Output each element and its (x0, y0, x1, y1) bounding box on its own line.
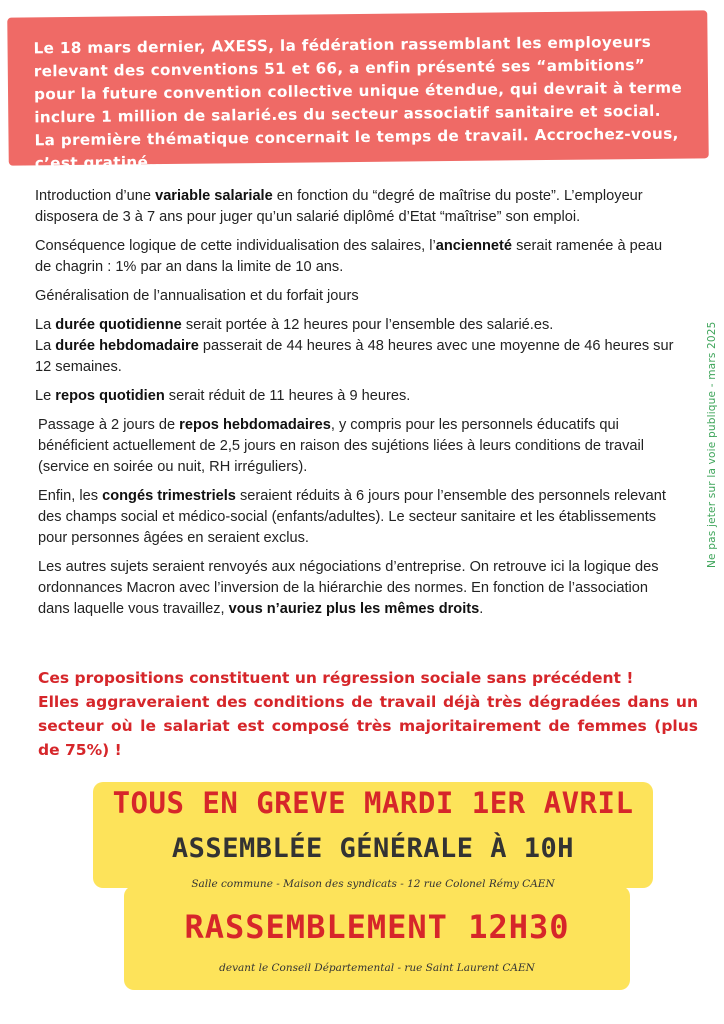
text: Le (35, 388, 56, 404)
text: Passage à 2 jours de (38, 417, 180, 433)
strike-heading: TOUS EN GREVE MARDI 1ER AVRIL (112, 786, 634, 820)
intro-text: Le 18 mars dernier, AXESS, la fédération rassemblant les employeurs relevant des conventions 51 et 66, a enfin présenté ses “ambitions” pour la future convention collective unique étendue, qui devrait à terme inclure 1 million de salarié.es du secteur associatif sanitaire et social. La première thématique concernait le temps de travail. Accrochez-vous, c’est gratiné... (33, 32, 683, 173)
paragraph-duree (35, 315, 680, 378)
intro-banner (7, 10, 709, 173)
alert-line-1: Ces propositions constituent un régression sociale sans précédent ! (38, 669, 634, 687)
rally-heading: RASSEMBLEMENT 12H30 (184, 908, 570, 946)
paragraph-repos-hebdo (35, 415, 680, 478)
text: La (35, 317, 56, 333)
text: serait ramenée à peau de chagrin : 1% par an dans la limite de 10 ans. (35, 238, 663, 275)
text: serait réduit de 11 heures à 9 heures. (164, 388, 411, 404)
keyword: repos hebdomadaires (179, 417, 331, 433)
assembly-heading: ASSEMBLÉE GÉNÉRALE À 10H (171, 833, 575, 864)
rally-place: devant le Conseil Départemental - rue Saint Laurent CAEN (219, 962, 535, 974)
keyword: variable salariale (155, 188, 273, 204)
text: en fonction du “degré de maîtrise du poste”. L’employeur disposera de 3 à 7 ans pour juger qu’un salarié diplômé d’Etat “maîtrise” son emploi. (35, 188, 643, 225)
text: La (35, 338, 56, 354)
side-note: Ne pas jeter sur la voie publique - mars 2025 (706, 321, 718, 568)
paragraph-anciennete (35, 236, 680, 278)
text: Enfin, les (38, 488, 103, 504)
text: , y compris pour les personnels éducatifs qui bénéficient actuellement de 2,5 jours en raison des sujétions liées à leurs conditions de travail (service en soirée ou nuit, RH irréguliers). (38, 417, 644, 475)
text: serait portée à 12 heures pour l’ensemble des salarié.es. (181, 317, 554, 333)
assembly-place: Salle commune - Maison des syndicats - 12 rue Colonel Rémy CAEN (191, 878, 555, 890)
text: Les autres sujets seraient renvoyés aux négociations d’entreprise. On retrouve ici la logique des ordonnances Macron avec l’inversion de la hiérarchie des normes. En fonction de l’association dans laquelle vous travaillez, (38, 559, 659, 617)
keyword: congés trimestriels (102, 488, 236, 504)
keyword: durée quotidienne (55, 317, 182, 333)
paragraph-annualisation (35, 286, 680, 307)
paragraph-repos-quotidien (35, 386, 680, 407)
paragraph-conges (35, 486, 680, 549)
keyword: durée hebdomadaire (55, 338, 199, 354)
text: seraient réduits à 6 jours pour l’ensemble des personnels relevant des champs social et médico-social (enfants/adultes). Le secteur sanitaire et les établissements pour personnes âgées en seraient exclus. (38, 488, 666, 546)
article-body (35, 186, 680, 628)
text: Introduction d’une (35, 188, 156, 204)
keyword: ancienneté (435, 238, 513, 254)
paragraph-negociations (35, 557, 680, 620)
text: Généralisation de l’annualisation et du forfait jours (35, 288, 359, 304)
paragraph-variable-salariale (35, 186, 680, 228)
keyword: repos quotidien (55, 388, 165, 404)
alert-line-2: Elles aggraveraient des conditions de travail déjà très dégradées dans un secteur où le salariat est composé très majoritairement de femmes (plus de 75%) ! (38, 693, 698, 759)
alert-block (38, 666, 698, 762)
text: passerait de 44 heures à 48 heures avec une moyenne de 46 heures sur 12 semaines. (35, 338, 674, 375)
text: . (479, 601, 484, 617)
keyword: vous n’auriez plus les mêmes droits (228, 601, 480, 617)
text: Conséquence logique de cette individualisation des salaires, l’ (35, 238, 436, 254)
